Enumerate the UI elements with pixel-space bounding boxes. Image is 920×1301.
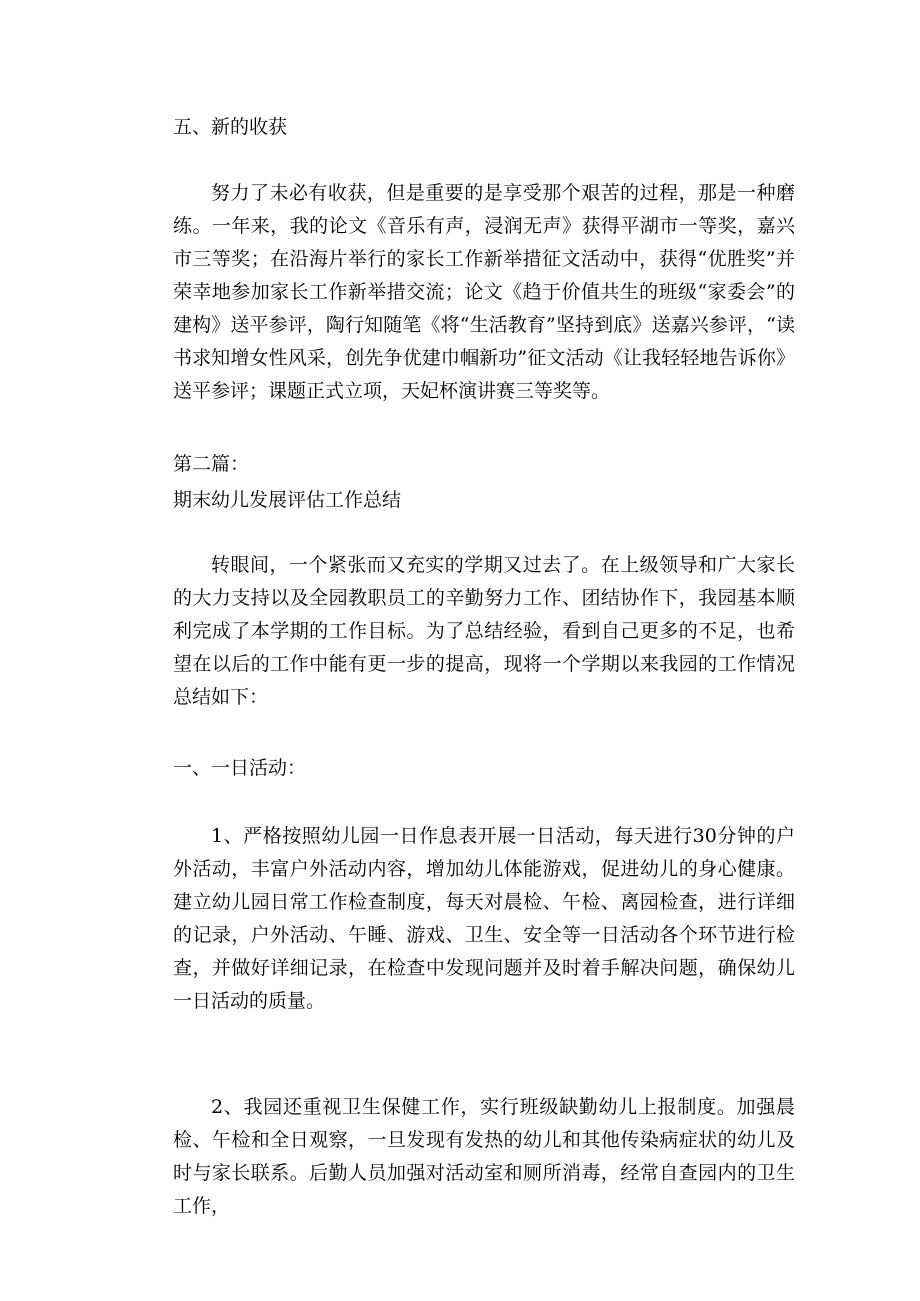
section5-paragraph: 努力了未必有收获，但是重要的是享受那个艰苦的过程，那是一种磨练。一年来，我的论文《音乐有声，浸润无声》获得平湖市一等奖，嘉兴市三等奖；在沿海片举行的家长工作新举措征文活动中，获得“优胜奖”并荣幸地参加家长工作新举措交流；论文《趋于价值共生的班级“家委会”的建构》送平参评，陶行知随笔《将“生活教育”坚持到底》送嘉兴参评，“读书求知增女性风采，创先争优建巾帼新功”征文活动《让我轻轻地告诉你》送平参评；课题正式立项，天妃杯演讲赛三等奖等。 bbox=[173, 182, 795, 402]
intro-paragraph: 转眼间，一个紧张而又充实的学期又过去了。在上级领导和广大家长的大力支持以及全园教职员工的辛勤努力工作、团结协作下，我园基本顺利完成了本学期的工作目标。为了总结经验，看到自己更多的不足，也希望在以后的工作中能有更一步的提高，现将一个学期以来我园的工作情况总结如下： bbox=[173, 554, 795, 708]
item1-paragraph: 1、严格按照幼儿园一日作息表开展一日活动，每天进行30分钟的户外活动，丰富户外活动内容，增加幼儿体能游戏，促进幼儿的身心健康。建立幼儿园日常工作检查制度，每天对晨检、午检、离园检查，进行详细的记录，户外活动、午睡、游戏、卫生、安全等一日活动各个环节进行检查，并做好详细记录，在检查中发现问题并及时着手解决问题，确保幼儿一日活动的质量。 bbox=[173, 825, 795, 1012]
chapter-label: 第二篇： bbox=[173, 453, 250, 475]
chapter-title: 期末幼儿发展评估工作总结 bbox=[173, 489, 402, 511]
section1-heading: 一、一日活动： bbox=[173, 757, 307, 779]
item2-paragraph: 2、我园还重视卫生保健工作，实行班级缺勤幼儿上报制度。加强晨检、午检和全日观察，一旦发现有发热的幼儿和其他传染病症状的幼儿及时与家长联系。后勤人员加强对活动室和厕所消毒，经常自查园内的卫生工作， bbox=[173, 1096, 795, 1217]
section5-heading: 五、新的收获 bbox=[173, 116, 288, 138]
